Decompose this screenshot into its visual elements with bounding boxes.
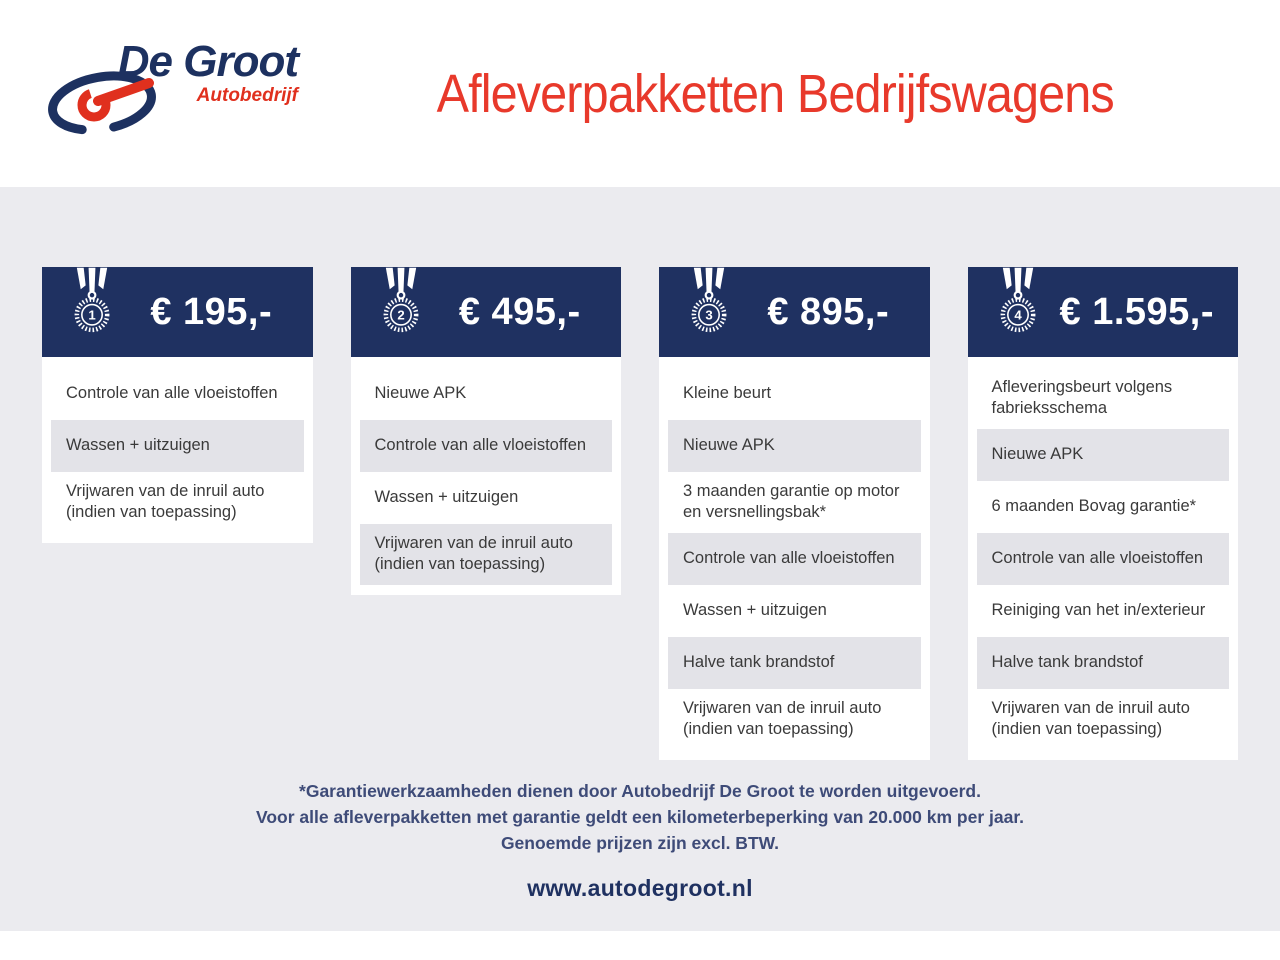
- logo: [46, 36, 301, 149]
- package-item: 3 maanden garantie op motor en versnellingsbak*: [668, 472, 921, 533]
- package-item: Vrijwaren van de inruil auto (indien van toepassing): [51, 472, 304, 533]
- package-card-4-header: [968, 267, 1239, 357]
- package-price: € 895,-: [767, 290, 890, 333]
- package-item: Controle van alle vloeistoffen: [668, 533, 921, 585]
- title-wrap: [301, 63, 1280, 125]
- package-item: Controle van alle vloeistoffen: [360, 420, 613, 472]
- package-card-3-header: [659, 267, 930, 357]
- package-card-1-header: [42, 267, 313, 357]
- footnote-line: *Garantiewerkzaamheden dienen door Autobedrijf De Groot te worden uitgevoerd.: [299, 780, 981, 801]
- package-card-3: [659, 267, 930, 760]
- package-card-2: [351, 267, 622, 595]
- package-price: € 495,-: [458, 290, 581, 333]
- package-items: [360, 368, 613, 585]
- package-item: Vrijwaren van de inruil auto (indien van toepassing): [977, 689, 1230, 750]
- logo-subtitle: Autobedrijf: [196, 84, 298, 106]
- package-items: [51, 368, 304, 533]
- package-item: Nieuwe APK: [668, 420, 921, 472]
- footnotes: [0, 778, 1280, 857]
- package-item: Halve tank brandstof: [977, 637, 1230, 689]
- medal-icon: [995, 267, 1042, 339]
- package-item: 6 maanden Bovag garantie*: [977, 481, 1230, 533]
- package-item: Vrijwaren van de inruil auto (indien van toepassing): [360, 524, 613, 585]
- medal-icon: [378, 267, 425, 339]
- package-card-1: [42, 267, 313, 543]
- logo-name: De Groot: [117, 36, 298, 86]
- package-card-4: [968, 267, 1239, 760]
- bottom-band: [0, 931, 1280, 960]
- package-item: Afleveringsbeurt volgens fabrieksschema: [977, 368, 1230, 429]
- medal-number: 1: [88, 307, 96, 323]
- footnote-line: Genoemde prijzen zijn excl. BTW.: [500, 833, 780, 854]
- website-url: www.autodegroot.nl: [527, 874, 753, 901]
- medal-icon: [69, 267, 116, 339]
- package-item: Wassen + uitzuigen: [51, 420, 304, 472]
- package-price: € 1.595,-: [1059, 290, 1214, 333]
- page-title: Afleverpakketten Bedrijfswagens: [436, 63, 1115, 124]
- packages-row: [42, 267, 1238, 760]
- package-item: Halve tank brandstof: [668, 637, 921, 689]
- package-items: [977, 368, 1230, 750]
- package-item: Vrijwaren van de inruil auto (indien van toepassing): [668, 689, 921, 750]
- package-item: Wassen + uitzuigen: [360, 472, 613, 524]
- package-price: € 195,-: [150, 290, 273, 333]
- package-item: Wassen + uitzuigen: [668, 585, 921, 637]
- package-item: Nieuwe APK: [360, 368, 613, 420]
- footnote-line: Voor alle afleverpakketten met garantie geldt een kilometerbeperking van 20.000 km per jaar.: [255, 807, 1025, 827]
- package-card-2-header: [351, 267, 622, 357]
- package-item: Controle van alle vloeistoffen: [977, 533, 1230, 585]
- content: [0, 187, 1280, 931]
- header: [0, 0, 1280, 187]
- logo-text: [98, 36, 298, 107]
- package-items: [668, 368, 921, 750]
- medal-number: 2: [396, 307, 405, 323]
- package-item: Nieuwe APK: [977, 429, 1230, 481]
- medal-number: 4: [1013, 307, 1022, 323]
- medal-icon: [686, 267, 733, 339]
- package-item: Controle van alle vloeistoffen: [51, 368, 304, 420]
- package-item: Reiniging van het in/exterieur: [977, 585, 1230, 637]
- medal-number: 3: [705, 307, 713, 323]
- package-item: Kleine beurt: [668, 368, 921, 420]
